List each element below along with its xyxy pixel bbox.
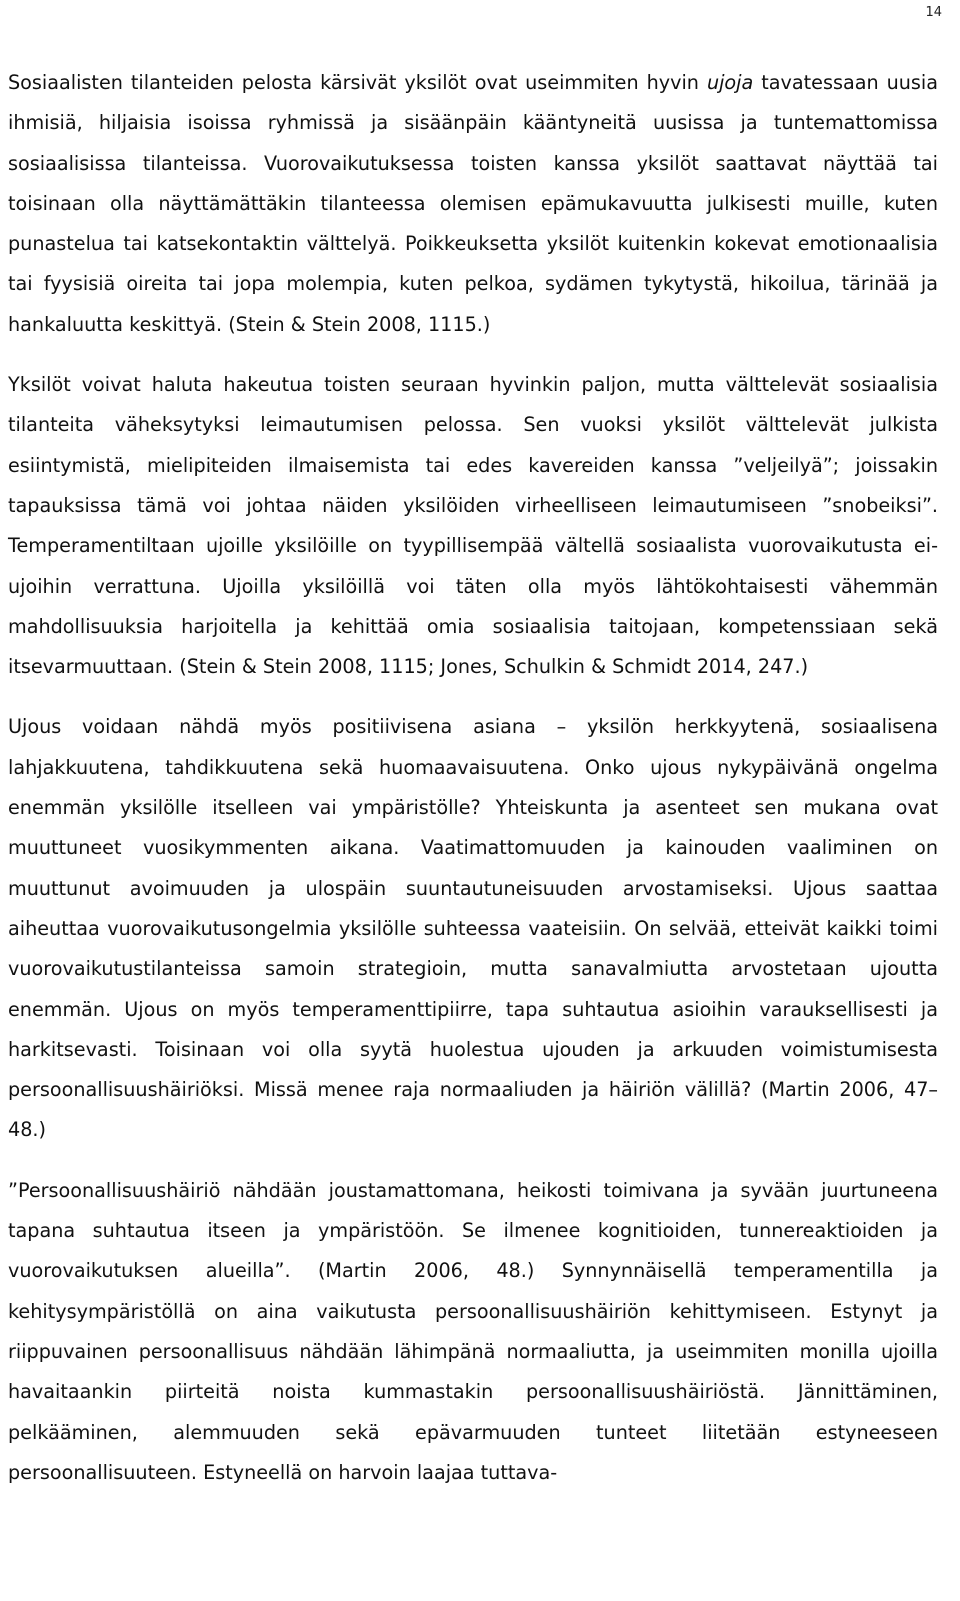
page-number: 14 bbox=[925, 5, 942, 20]
emphasized-word: ujoja bbox=[706, 71, 754, 94]
paragraph-personality-disorder: ”Persoonallisuushäiriö nähdään joustamattomana, heikosti toimivana ja syvään juurtuneena tapana suhtautua itseen ja ympäristöön. Se ilmenee kognitioiden, tunnereaktioiden ja vuorovaikutuksen alueilla”. (Martin 2006, 48.) Synnynnäisellä temperamentilla ja kehitysympäristöllä on aina vaikutusta persoonallisuushäiriön kehittymiseen. Estynyt ja riippuvainen persoonallisuus nähdään lähimpänä normaaliutta, ja useimmiten monilla ujoilla havaitaankin piirteitä noista kummastakin persoonallisuushäiriöstä. Jännittäminen, pelkääminen, alemmuuden sekä epävarmuuden tunteet liitetään estyneeseen persoonallisuuteen. Estyneellä on harvoin laajaa tuttava- bbox=[8, 1178, 938, 1484]
paragraph-text-end: tavatessaan uusia ihmisiä, hiljaisia isoissa ryhmissä ja sisäänpäin kääntyneitä uusissa ja tuntemattomissa sosiaalisissa tilanteissa. Vuorovaikutuksessa toisten kanssa yksilöt saattavat näyttää tai toisinaan olla näyttämättäkin tilanteessa olemisen epämukavuutta julkisesti muille, kuten punastelua tai katsekontaktin välttelyä. Poikkeuksetta yksilöt kuitenkin kokevat emotionaalisia tai fyysisiä oireita tai jopa molempia, kuten pelkoa, sydämen tykytystä, hikoilua, tärinää ja hankaluutta keskittyä. (Stein & Stein 2008, 1115.) bbox=[8, 71, 939, 336]
paragraph-social-anxiety-symptoms bbox=[8, 63, 938, 345]
paragraph-text-start: Sosiaalisten tilanteiden pelosta kärsivät yksilöt ovat useimmiten hyvin bbox=[8, 71, 707, 94]
document-body bbox=[8, 63, 938, 1513]
paragraph-avoidance: Yksilöt voivat haluta hakeutua toisten seuraan hyvinkin paljon, mutta välttelevät sosiaalisia tilanteita väheksytyksi leimautumisen pelossa. Sen vuoksi yksilöt välttelevät julkista esiintymistä, mielipiteiden ilmaisemista tai edes kavereiden kanssa ”veljeilyä”; joissakin tapauksissa tämä voi johtaa näiden yksilöiden virheelliseen leimautumiseen ”snobeiksi”. Temperamentiltaan ujoille yksilöille on tyypillisempää vältellä sosiaalista vuorovaikutusta ei-ujoihin verrattuna. Ujoilla yksilöillä voi täten olla myös lähtökohtaisesti vähemmän mahdollisuuksia harjoitella ja kehittää omia sosiaalisia taitojaan, kompetenssiaan sekä itsevarmuuttaan. (Stein & Stein 2008, 1115; Jones, Schulkin & Schmidt 2014, 247.) bbox=[8, 373, 938, 679]
paragraph-shyness-positive: Ujous voidaan nähdä myös positiivisena asiana – yksilön herkkyytenä, sosiaalisena lahjakkuutena, tahdikkuutena sekä huomaavaisuutena. Onko ujous nykypäivänä ongelma enemmän yksilölle itselleen vai ympäristölle? Yhteiskunta ja asenteet sen mukana ovat muuttuneet vuosikymmenten aikana. Vaatimattomuuden ja kainouden vaaliminen on muuttunut avoimuuden ja ulospäin suuntautuneisuuden arvostamiseksi. Ujous saattaa aiheuttaa vuorovaikutusongelmia yksilölle suhteessa vaateisiin. On selvää, etteivät kaikki toimi vuorovaikutustilanteissa samoin strategioin, mutta sanavalmiutta arvostetaan ujoutta enemmän. Ujous on myös temperamenttipiirre, tapa suhtautua asioihin varauksellisesti ja harkitsevasti. Toisinaan voi olla syytä huolestua ujouden ja arkuuden voimistumisesta persoonallisuushäiriöksi. Missä menee raja normaaliuden ja häiriön välillä? (Martin 2006, 47–48.) bbox=[8, 715, 938, 1142]
